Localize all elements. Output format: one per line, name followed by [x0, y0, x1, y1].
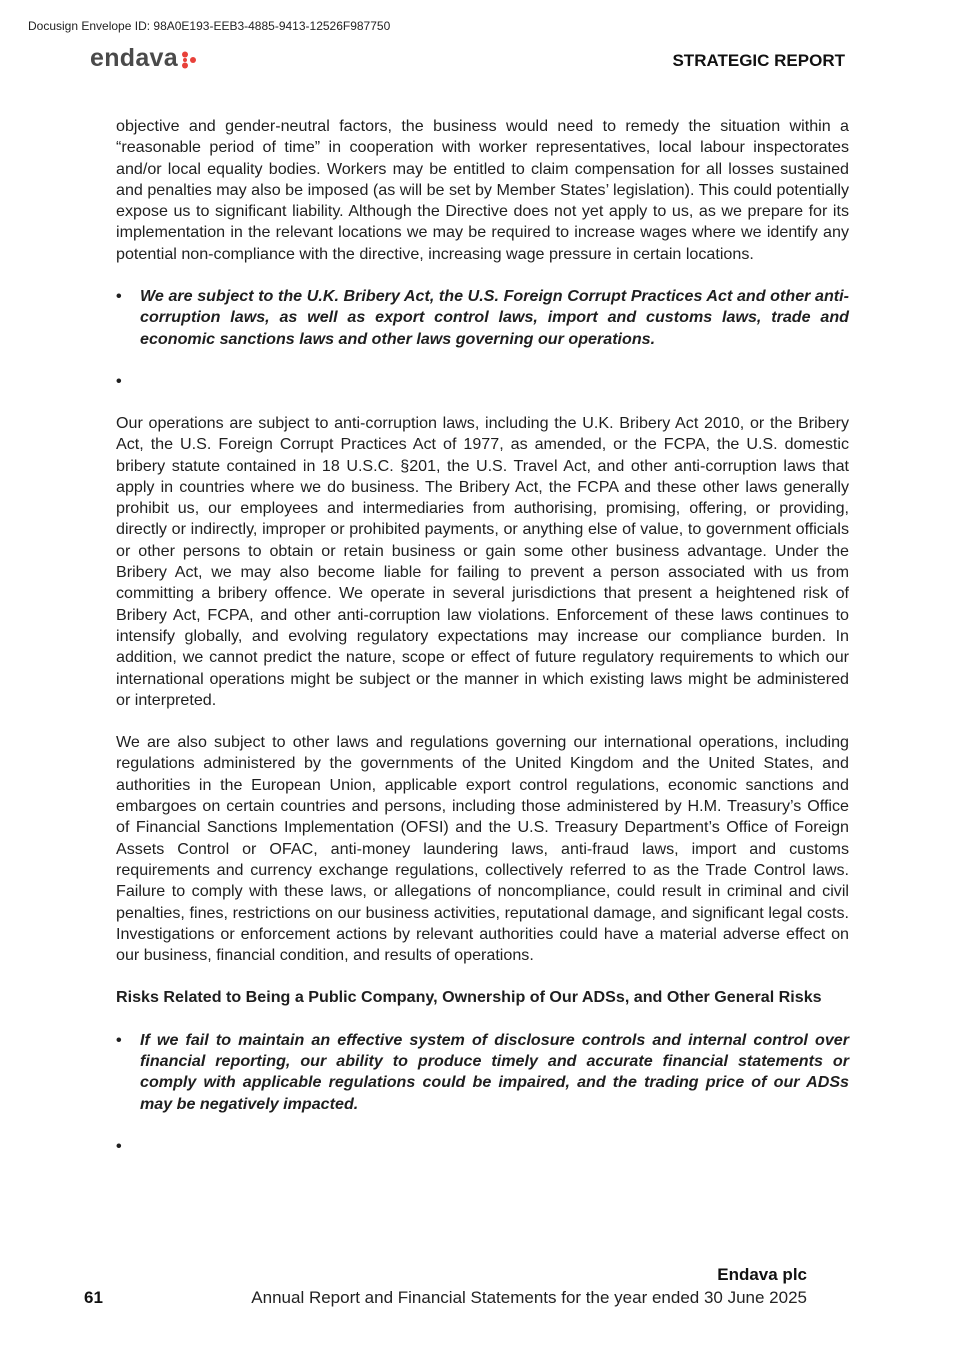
section-label: STRATEGIC REPORT [672, 51, 845, 70]
company-logo [90, 44, 197, 73]
paragraph-pay-transparency: objective and gender-neutral factors, the business would need to remedy the situation within a “reasonable period of time” in cooperation with worker representatives, local labour inspectorates and/or local equality bodies. Workers may be entitled to claim compensation for all losses sustained and penalties may also be imposed (as will be set by Member States’ legislation). This could potentially expose us to significant liability. Although the Directive does not yet apply to us, as we prepare for its implementation in the relevant locations we may be required to increase wages where we identify any potential non-compliance with the directive, increasing wage pressure in certain locations. [116, 117, 849, 263]
paragraph-trade-control: We are also subject to other laws and regulations governing our international operations, including regulations administered by the governments of the United Kingdom and the United States, and authorities in the European Union, applicable export control regulations, economic sanctions and embargoes on certain countries and persons, including those administered by H.M. Treasury’s Office of Financial Sanctions Implementation (OFSI) and the U.S. Treasury Department’s Office of Foreign Assets Control or OFAC, anti-money laundering laws, anti-fraud laws, import and customs requirements and currency exchange regulations, collectively referred to as the Trade Control laws. Failure to comply with these laws, or allegations of noncompliance, could result in criminal and civil penalties, fines, restrictions on our business activities, reputational damage, and significant legal costs. Investigations or enforcement actions by relevant authorities could have a material adverse effect on our business, financial condition, and results of operations. [116, 733, 849, 965]
bullet-icon: • [116, 1136, 122, 1155]
page-number: 61 [84, 1288, 103, 1307]
logo-wordmark: endava [90, 44, 178, 72]
risk-title-anti-corruption: We are subject to the U.K. Bribery Act, the U.S. Foreign Corrupt Practices Act and other anti-corruption laws, as well as export control laws, import and customs laws, trade and economic sanctions laws and other laws governing our operations. [140, 287, 849, 348]
envelope-id: Docusign Envelope ID: 98A0E193-EEB3-4885-9413-12526F987750 [28, 19, 391, 33]
footer-company-name: Endava plc [717, 1265, 807, 1284]
bullet-icon: • [116, 287, 122, 306]
paragraph-anti-corruption: Our operations are subject to anti-corruption laws, including the U.K. Bribery Act 2010, or the Bribery Act, the U.S. Foreign Corrupt Practices Act of 1977, as amended, or the FCPA, the U.S. domestic bribery statute contained in 18 U.S.C. §201, the U.S. Travel Act, and other anti-corruption laws that apply in countries where we do business. The Bribery Act, the FCPA and these other laws generally prohibit us, our employees and intermediaries from authorising, promising, offering, or providing, directly or indirectly, improper or prohibited payments, or anything else of value, to government officials or other persons to obtain or retain business or gain some other business advantage. Under the Bribery Act, we may also become liable for failing to prevent a person associated with us from committing a bribery offence. We operate in several jurisdictions that present a heightened risk of Bribery Act, FCPA, and other anti-corruption law violations. Enforcement of these laws continues to intensify globally, and evolving regulatory expectations may increase our compliance burden. In addition, we cannot predict the nature, scope or effect of future regulatory requirements to which our international operations might be subject or the manner in which existing laws might be administered or interpreted. [116, 413, 849, 709]
risk-bullet-internal-control [116, 1030, 849, 1115]
footer-report-title: Annual Report and Financial Statements for the year ended 30 June 2025 [251, 1288, 807, 1307]
bullet-icon: • [116, 1030, 122, 1049]
report-body [116, 116, 849, 1178]
endava-dots-logo-icon [181, 51, 197, 69]
empty-bullet [116, 371, 849, 392]
empty-bullet [116, 1136, 849, 1157]
section-heading-public-company-risks: Risks Related to Being a Public Company, Ownership of Our ADSs, and Other General Risks [116, 988, 822, 1007]
bullet-icon: • [116, 371, 122, 390]
risk-title-internal-control: If we fail to maintain an effective system of disclosure controls and internal control over financial reporting, our ability to produce timely and accurate financial statements or comply with applicable regulations could be impaired, and the trading price of our ADSs may be negatively impacted. [140, 1030, 849, 1113]
risk-bullet-anti-corruption [116, 286, 849, 350]
